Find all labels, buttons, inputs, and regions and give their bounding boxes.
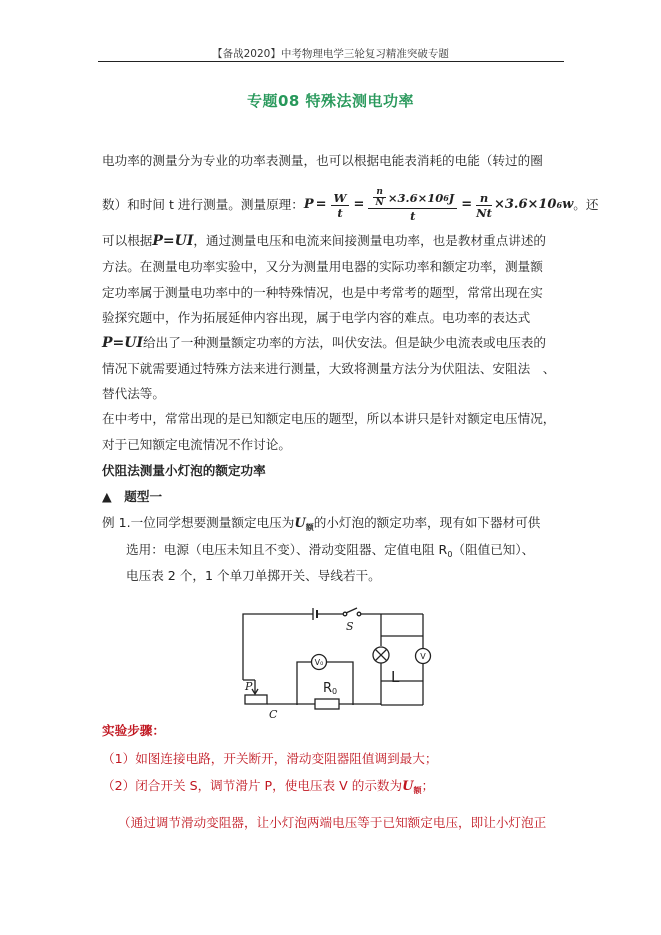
formula-coefficient: ×3.6×10 [387, 190, 444, 205]
header-divider [98, 61, 564, 62]
example-line-2-text-b: （阻值已知）、 [452, 542, 535, 557]
label-C: C [269, 708, 278, 718]
circuit-diagram [235, 596, 435, 718]
label-R0 [323, 681, 337, 696]
example-line-1-text-b: 的小灯泡的额定功率，现有如下器材可供 [313, 515, 541, 530]
formula-unit-J: J [448, 190, 455, 205]
intro-line-4: 方法。在测量电功率实验中，又分为测量用电器的实际功率和额定功率，测量额 [102, 259, 543, 274]
intro-line-3-text-a: 可以根据 [102, 233, 153, 248]
example-line-2 [126, 541, 534, 564]
formula-n: n [373, 187, 386, 198]
formula-W: W [331, 191, 350, 206]
intro-line-9: 替代法等。 [102, 386, 165, 401]
intro-line-6: 验探究题中，作为拓展延伸内容出现，属于电学内容的难点。电功率的表达式 [102, 310, 531, 325]
intro-line-10: 在中考中，常常出现的是已知额定电压的题型，所以本讲只是针对额定电压情况， [102, 411, 556, 426]
formula-fraction-W-t [331, 191, 350, 220]
intro-line-2-end: 。还 [573, 197, 599, 212]
label-R0-subscript: 0 [332, 687, 338, 696]
intro-line-2 [102, 184, 598, 226]
formula-exponent-2: 6 [556, 200, 563, 210]
example-U: U [294, 516, 306, 531]
formula-N: N [375, 198, 384, 208]
intro-line-2-text: 数）和时间 t 进行测量。测量原理： [102, 197, 304, 212]
formula-equals-3: = [461, 197, 473, 212]
type-label: ▲ 题型一 [102, 489, 163, 504]
example-U-subscript: 额 [305, 522, 314, 532]
intro-line-7-text: 给出了一种测量额定功率的方法，叫伏安法。但是缺少电流表或电压表的 [143, 335, 547, 350]
step-1: （1）如图连接电路，开关断开，滑动变阻器阻值调到最大； [102, 751, 438, 766]
example-line-3: 电压表 2 个，1 个单刀单掷开关、导线若干。 [126, 568, 381, 583]
example-line-1-text-a: 例 1.一位同学想要测量额定电压为 [102, 515, 295, 530]
step-2-U-subscript: 额 [413, 785, 422, 795]
step-2-end: ； [421, 778, 435, 793]
resistor-r0 [315, 699, 339, 709]
formula-fraction-n-Nt [476, 191, 492, 220]
intro-line-8: 情况下就需要通过特殊方法来进行测量，大致将测量方法分为伏阻法、安阻法 、 [102, 361, 556, 376]
formula-fraction-n-N [373, 187, 386, 208]
formula-n-2: n [476, 191, 492, 206]
formula-t-2: t [410, 209, 416, 223]
section-title: 伏阻法测量小灯泡的额定功率 [102, 463, 266, 478]
label-R0-letter: R [323, 681, 333, 696]
step-2-U: U [402, 779, 414, 794]
formula-PUI: P=UI [152, 233, 194, 249]
formula-energy-numerator [368, 187, 457, 209]
example-line-2-text-a: 选用：电源（电压未知且不变）、滑动变阻器、定值电阻 R [126, 542, 448, 557]
step-2 [102, 777, 434, 799]
rheostat [245, 695, 267, 704]
label-L: L [391, 668, 400, 686]
formula-fraction-energy [368, 187, 457, 223]
label-V: V [420, 652, 426, 661]
formula-coefficient-2: ×3.6×10 [493, 197, 557, 212]
formula-equals-2: = [353, 197, 365, 212]
wire-top-left [243, 614, 313, 680]
page-title: 专题08 特殊法测电功率 [246, 92, 415, 110]
step-2-text: （2）闭合开关 S，调节滑片 P，使电压表 V 的示数为 [102, 778, 403, 793]
label-P: P [245, 680, 253, 693]
page-header: 【备战2020】中考物理电学三轮复习精准突破专题 [212, 48, 449, 60]
formula-exponent: 6 [443, 192, 449, 203]
formula-PUI-2: P=UI [102, 335, 144, 351]
steps-heading: 实验步骤： [102, 723, 165, 738]
label-S: S [346, 620, 354, 633]
formula-P: P [303, 197, 314, 212]
example-R0-subscript: 0 [447, 550, 453, 559]
example-U-rated [294, 516, 313, 531]
intro-line-7 [102, 334, 546, 352]
step-2-U-rated [402, 779, 421, 794]
formula-Nt: Nt [476, 205, 492, 220]
formula-t: t [337, 205, 343, 220]
intro-line-3-text-b: ，通过测量电压和电流来间接测量电功率，也是教材重点讲述的 [193, 233, 547, 248]
label-V0: V₀ [314, 658, 324, 667]
switch-terminal-right [357, 612, 361, 616]
switch-blade [346, 608, 357, 613]
intro-line-11: 对于已知额定电流情况不作讨论。 [102, 437, 291, 452]
intro-line-3 [102, 232, 546, 250]
step-note: （通过调节滑动变阻器，让小灯泡两端电压等于已知额定电压，即让小灯泡正 [118, 815, 547, 830]
intro-line-1: 电功率的测量分为专业的功率表测量，也可以根据电能表消耗的电能（转过的圈 [102, 153, 543, 168]
formula-unit-w: w [562, 197, 574, 212]
formula-equals-1: = [315, 197, 327, 212]
intro-line-5: 定功率属于测量电功率中的一种特殊情况，也是中考常考的题型，常常出现在实 [102, 285, 543, 300]
example-line-1 [102, 514, 540, 536]
